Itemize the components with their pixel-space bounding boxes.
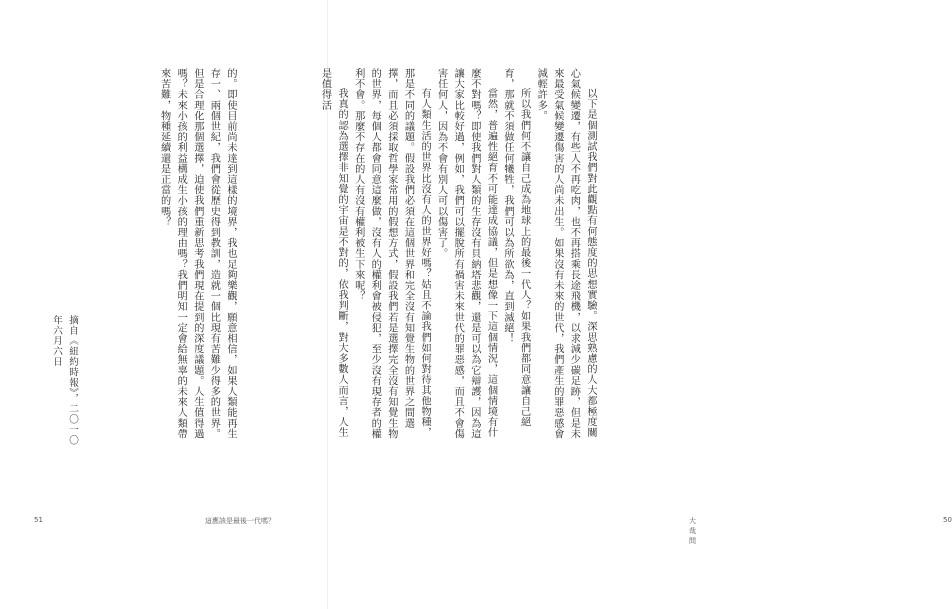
left-paragraph-1: 的。即使目前尚未達到這樣的境界，我也足夠樂觀，願意相信，如果人類能再生存一、兩個世紀，我們會從歷史得到教訓，造就一個比現有苦難少得多的世界。但是合理化那個選擇，迫使我們重新思考我們現在提到的深度議題。人生值得過嗎？未來小孩的利益構成生小孩的理由嗎？我們明知一定會給無辜的未來人類帶來苦難，物種延續還是正當的嗎？ bbox=[158, 68, 236, 439]
right-paragraph-2: 所以我們何不讓自己成為地球上的最後一代人？如果我們都同意讓自己絕育，那就不須做任何犧牲，我們可以為所欲為，直到滅絕！ bbox=[502, 68, 530, 428]
right-page-body bbox=[319, 68, 598, 443]
left-page bbox=[0, 0, 327, 609]
right-page bbox=[319, 0, 952, 609]
left-page-body bbox=[90, 68, 238, 443]
right-paragraph-5: 我真的認為選擇非知覺的宇宙是不對的，依我判斷，對大多數人而言，人生是值得活 bbox=[319, 68, 348, 439]
source-attribution: 摘自《紐約時報》，二〇一〇年六月六日 bbox=[51, 315, 78, 446]
page-number-right: 50 bbox=[943, 516, 952, 524]
right-paragraph-3: 當然，普遍性絕育不可能達成協議，但是想像一下這個情況，這個情境有什麼不對嗎？即使我們對人類的生存沒有貝納塔悲觀，還是可以為它辯護，因為這讓大家比較好過，例如，我們可以擺脫所有禍害未來世代的罪惡感，而且不會傷害任何人，因為不會有別人可以傷害了。 bbox=[435, 68, 497, 439]
running-head-right: 大哉問 bbox=[689, 517, 696, 545]
right-paragraph-4: 有人類生活的世界比沒有人的世界好嗎？姑且不論我們如何對待其他物種，那是不同的議題。假設我們必須在這個世界和完全沒有知覺生物的世界之間選擇，而且必須採取哲學家常用的假想方式，假設我們若是選擇完全沒有知覺生物的世界，每個人都會同意這麼做，沒有人的權利會被侵犯，至少沒有現存者的權利不會。那麼不存在的人有沒有權利被生下來呢？ bbox=[352, 68, 431, 439]
page-number-left: 51 bbox=[34, 516, 43, 524]
right-paragraph-1: 以下是個測試我們對此觀點有何態度的思想實驗。深思熟慮的人大都極度關心氣候變遷，有些人不再吃肉，也不再搭乘長途飛機，以求減少碳足跡，但是未來最受氣候變遷傷害的人尚未出生。如果沒有未來的世代，我們產生的罪惡感會減輕許多。 bbox=[535, 68, 596, 439]
running-head-left: 這應該是最後一代嗎？ bbox=[205, 517, 275, 525]
